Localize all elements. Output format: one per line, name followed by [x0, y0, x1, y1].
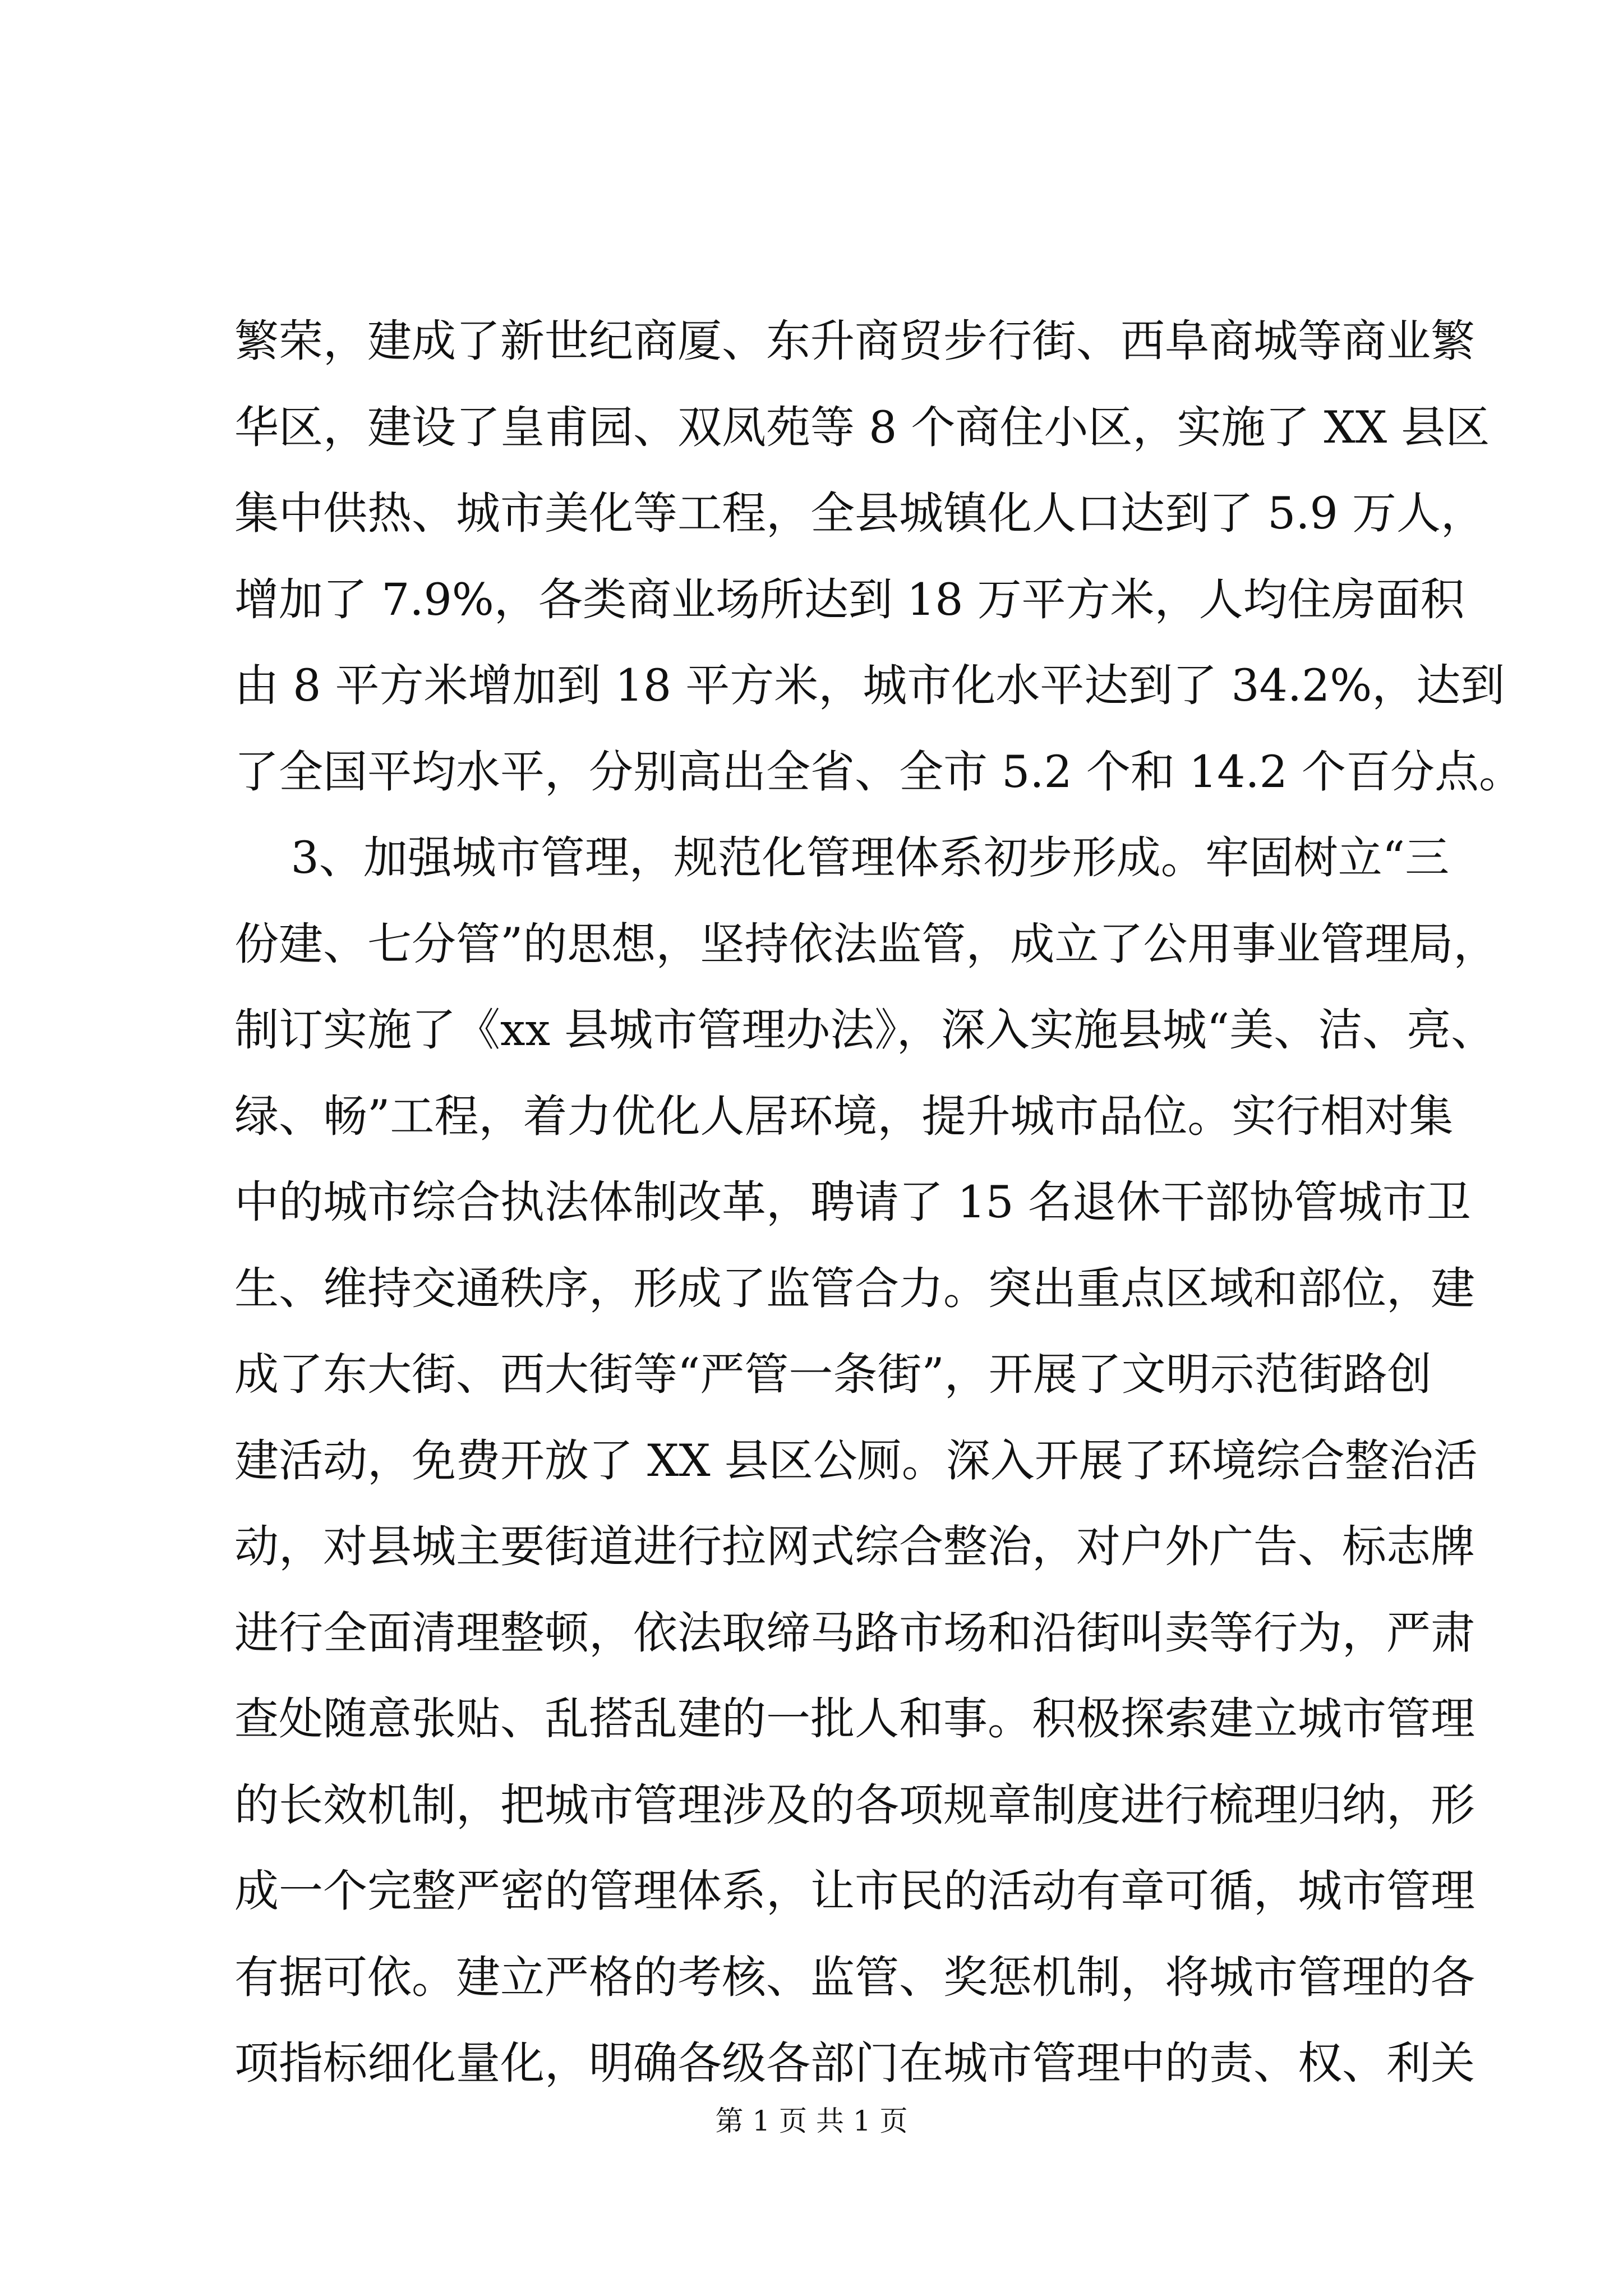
text-line-19: 成一个完整严密的管理体系，让市民的活动有章可循，城市管理 — [234, 1865, 1475, 1917]
text-line-6: 了全国平均水平，分别高出全省、全市 5.2 个和 14.2 个百分点。 — [234, 746, 1523, 798]
text-line-3: 集中供热、城市美化等工程，全县城镇化人口达到了 5.9 万人， — [234, 487, 1485, 539]
text-line-14: 建活动，免费开放了 XX 县区公厕。深入开展了环境综合整治活 — [234, 1434, 1478, 1487]
text-line-10: 绿、畅”工程，着力优化人居环境，提升城市品位。实行相对集 — [234, 1090, 1454, 1142]
text-line-18: 的长效机制，把城市管理涉及的各项规章制度进行梳理归纳，形 — [234, 1779, 1475, 1831]
page-footer — [0, 2101, 1623, 2141]
text-line-11: 中的城市综合执法体制改革，聘请了 15 名退休干部协管城市卫 — [234, 1176, 1471, 1228]
text-line-1: 繁荣，建成了新世纪商厦、东升商贸步行街、西阜商城等商业繁 — [234, 315, 1475, 367]
text-line-8: 份建、七分管”的思想，坚持依法监管，成立了公用事业管理局， — [234, 918, 1498, 970]
page-number: 第 1 页 共 1 页 — [715, 2105, 908, 2137]
text-line-7: 3、加强城市管理，规范化管理体系初步形成。牢固树立“三 — [234, 832, 1450, 884]
text-line-4: 增加了 7.9%，各类商业场所达到 18 万平方米，人均住房面积 — [234, 573, 1465, 625]
text-line-9: 制订实施了《xx 县城市管理办法》，深入实施县城“美、洁、亮、 — [234, 1004, 1496, 1056]
text-line-12: 生、维持交通秩序，形成了监管合力。突出重点区域和部位，建 — [234, 1262, 1475, 1314]
text-line-20: 有据可依。建立严格的考核、监管、奖惩机制，将城市管理的各 — [234, 1951, 1475, 2003]
text-line-17: 查处随意张贴、乱搭乱建的一批人和事。积极探索建立城市管理 — [234, 1693, 1475, 1745]
text-line-21: 项指标细化量化，明确各级各部门在城市管理中的责、权、利关 — [234, 2037, 1475, 2089]
text-line-16: 进行全面清理整顿，依法取缔马路市场和沿街叫卖等行为，严肃 — [234, 1607, 1475, 1659]
text-line-5: 由 8 平方米增加到 18 平方米，城市化水平达到了 34.2%，达到 — [234, 660, 1505, 711]
body-text — [234, 298, 1523, 2107]
text-line-13: 成了东大街、西大街等“严管一条街”，开展了文明示范街路创 — [234, 1349, 1432, 1400]
text-line-2: 华区，建设了皇甫园、双凤苑等 8 个商住小区，实施了 XX 县区 — [234, 401, 1490, 453]
text-line-15: 动，对县城主要街道进行拉网式综合整治，对户外广告、标志牌 — [234, 1521, 1475, 1572]
